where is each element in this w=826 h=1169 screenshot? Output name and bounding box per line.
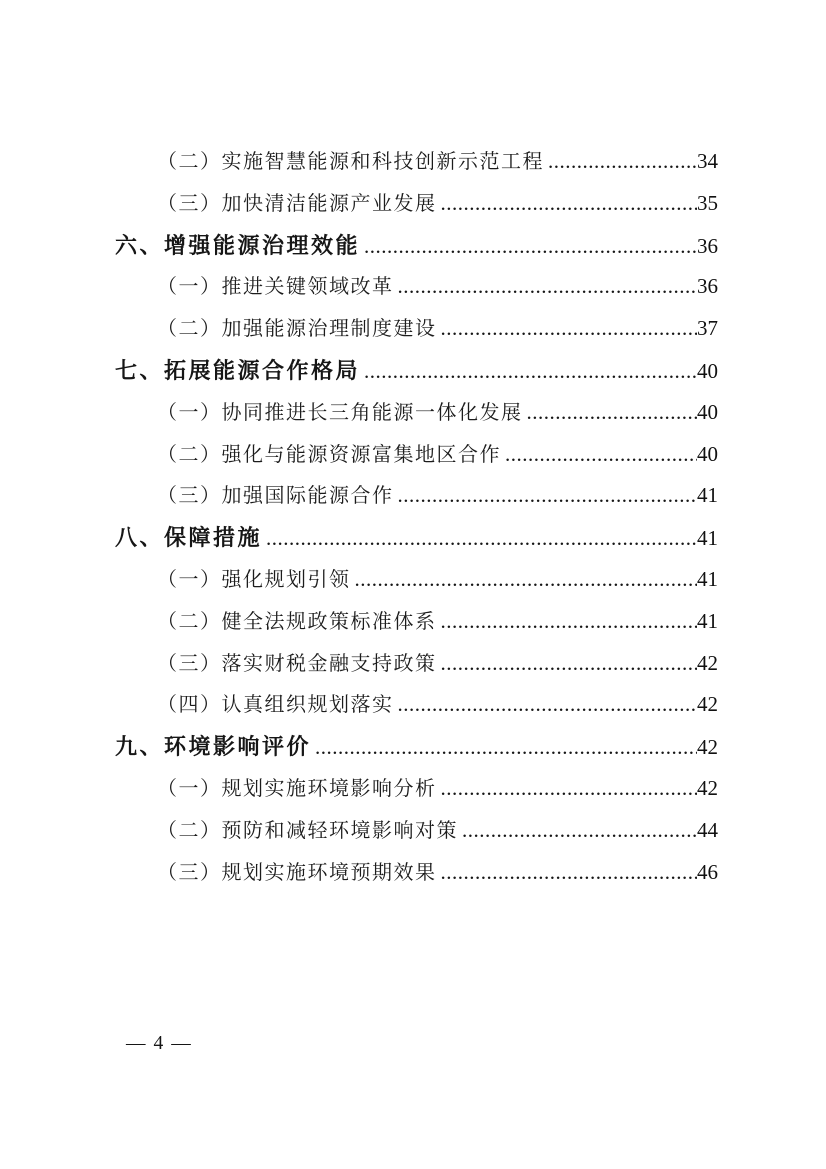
toc-section-row	[115, 563, 718, 605]
toc-entry-title: （一）强化规划引领	[157, 568, 351, 591]
toc-entry-page-number: 41	[697, 526, 718, 551]
toc-entry-title: 八、保障措施	[115, 525, 263, 551]
toc-section-row	[115, 396, 718, 438]
toc-entry-title: 七、拓展能源合作格局	[115, 357, 361, 383]
toc-entry-title: （二）预防和减轻环境影响对策	[157, 819, 458, 842]
toc-dot-leader	[527, 400, 698, 425]
toc-dot-leader	[441, 191, 698, 216]
page-footer	[126, 1033, 191, 1055]
toc-entry-title: （二）健全法规政策标准体系	[157, 610, 437, 633]
toc-dot-leader	[441, 316, 698, 341]
toc-dot-leader	[364, 234, 697, 259]
toc-dot-leader	[398, 483, 698, 508]
table-of-contents	[115, 145, 718, 897]
toc-entry-title: （二）实施智慧能源和科技创新示范工程	[157, 151, 544, 173]
toc-chapter-row	[115, 229, 718, 271]
toc-section-row	[115, 438, 718, 480]
toc-entry-title: （一）规划实施环境影响分析	[157, 777, 437, 800]
toc-entry-page-number: 40	[697, 441, 718, 466]
toc-entry-page-number: 42	[697, 650, 718, 675]
toc-entry-page-number: 36	[697, 274, 718, 299]
toc-dot-leader	[364, 359, 697, 384]
toc-dot-leader	[441, 651, 698, 676]
toc-entry-page-number: 36	[697, 233, 718, 258]
toc-entry-page-number: 44	[697, 817, 718, 842]
toc-section-row	[115, 187, 718, 229]
toc-entry-page-number: 35	[697, 190, 718, 215]
toc-section-row	[115, 647, 718, 689]
toc-section-row	[115, 270, 718, 312]
toc-dot-leader	[441, 860, 698, 885]
toc-entry-title: （一）推进关键领域改革	[157, 276, 394, 299]
toc-entry-page-number: 42	[697, 692, 718, 717]
toc-dot-leader	[398, 692, 698, 717]
toc-dot-leader	[315, 735, 697, 760]
toc-section-row	[115, 145, 718, 187]
footer-dash-left: —	[126, 1033, 146, 1054]
toc-entry-title: （四）认真组织规划落实	[157, 694, 394, 717]
toc-entry-page-number: 40	[697, 399, 718, 424]
toc-entry-title: （三）落实财税金融支持政策	[157, 652, 437, 675]
toc-entry-title: （二）加强能源治理制度建设	[157, 318, 437, 341]
toc-dot-leader	[462, 818, 697, 843]
toc-dot-leader	[441, 776, 698, 801]
toc-entry-title: （三）加强国际能源合作	[157, 485, 394, 508]
toc-chapter-row	[115, 521, 718, 563]
toc-entry-title: （一）协同推进长三角能源一体化发展	[157, 401, 523, 424]
toc-entry-title: （二）强化与能源资源富集地区合作	[157, 443, 501, 466]
footer-dash-right: —	[171, 1033, 191, 1054]
toc-section-row	[115, 605, 718, 647]
toc-section-row	[115, 772, 718, 814]
toc-dot-leader	[548, 149, 697, 174]
toc-entry-page-number: 41	[697, 608, 718, 633]
toc-dot-leader	[266, 526, 697, 551]
toc-chapter-row	[115, 354, 718, 396]
toc-entry-page-number: 41	[697, 566, 718, 591]
toc-entry-page-number: 42	[697, 775, 718, 800]
toc-entry-page-number: 34	[697, 149, 718, 173]
toc-entry-title: （三）加快清洁能源产业发展	[157, 192, 437, 215]
toc-entry-page-number: 41	[697, 483, 718, 508]
toc-section-row	[115, 856, 718, 898]
toc-entry-title: 九、环境影响评价	[115, 734, 312, 760]
toc-chapter-row	[115, 730, 718, 772]
toc-dot-leader	[398, 274, 698, 299]
footer-page-number: 4	[153, 1033, 164, 1054]
toc-section-row	[115, 312, 718, 354]
toc-dot-leader	[355, 567, 698, 592]
toc-entry-page-number: 37	[697, 316, 718, 341]
toc-entry-page-number: 46	[697, 859, 718, 884]
toc-section-row	[115, 479, 718, 521]
toc-dot-leader	[441, 609, 698, 634]
toc-section-row	[115, 688, 718, 730]
toc-entry-title: 六、增强能源治理效能	[115, 232, 361, 258]
toc-section-row	[115, 814, 718, 856]
toc-dot-leader	[505, 442, 697, 467]
toc-entry-page-number: 42	[697, 735, 718, 760]
toc-entry-page-number: 40	[697, 358, 718, 383]
toc-entry-title: （三）规划实施环境预期效果	[157, 861, 437, 884]
